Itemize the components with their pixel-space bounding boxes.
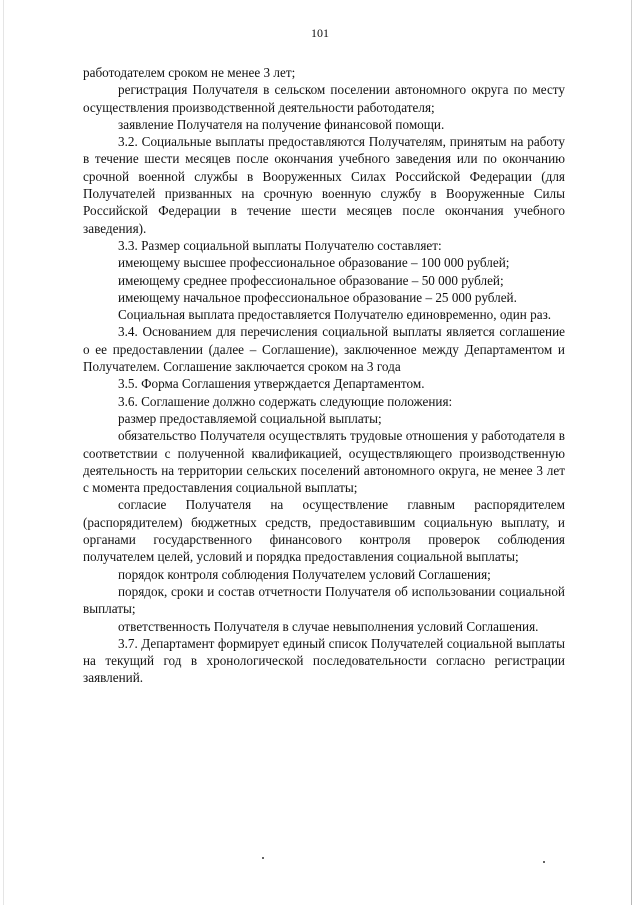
- paragraph: имеющему высшее профессиональное образование – 100 000 рублей;: [118, 255, 510, 271]
- scan-edge-right: [631, 0, 632, 905]
- scan-edge-left: [3, 0, 4, 905]
- paragraph: 3.2. Социальные выплаты предоставляются Получателям, принятым на работу в течение шести месяцев после окончания учебного заведения или по окончанию срочной военной службы в Вооруженных Силах Российской Федерации (для Получателей призванных на срочную военную службу в Вооруженные Силы Российской Федерации в течение шести месяцев после окончания учебного заведения).: [83, 134, 565, 236]
- scan-speck: [543, 861, 545, 863]
- document-body: [83, 64, 565, 687]
- paragraph: 3.4. Основанием для перечисления социальной выплаты является соглашение о ее предоставлении (далее – Соглашение), заключенное между Департаментом и Получателем. Соглашение заключается сроком на 3 года: [83, 324, 565, 375]
- paragraph: заявление Получателя на получение финансовой помощи.: [118, 116, 445, 132]
- paragraph: имеющему начальное профессиональное образование – 25 000 рублей.: [118, 289, 517, 305]
- paragraph: Социальная выплата предоставляется Получателю единовременно, один раз.: [118, 307, 552, 323]
- paragraph: имеющему среднее профессиональное образование – 50 000 рублей;: [118, 272, 504, 288]
- paragraph: согласие Получателя на осуществление главным распорядителем (распорядителем) бюджетных средств, предоставившим социальную выплату, и органами государственного финансового контроля проверок соблюдения получателем целей, условий и порядка предоставления социальной выплаты;: [83, 497, 565, 565]
- paragraph: 3.5. Форма Соглашения утверждается Департаментом.: [118, 376, 425, 392]
- paragraph: обязательство Получателя осуществлять трудовые отношения у работодателя в соответствии с полученной квалификацией, осуществляющего производственную деятельность на территории сельских поселений автономного округа, не менее 3 лет с момента предоставления социальной выплаты;: [83, 428, 565, 496]
- paragraph: ответственность Получателя в случае невыполнения условий Соглашения.: [118, 618, 539, 634]
- paragraph: регистрация Получателя в сельском поселении автономного округа по месту осуществления производственной деятельности работодателя;: [83, 82, 565, 115]
- scan-speck: [262, 857, 264, 859]
- paragraph: порядок контроля соблюдения Получателем условий Соглашения;: [118, 566, 491, 582]
- paragraph: 3.7. Департамент формирует единый список Получателей социальной выплаты на текущий год в хронологической последовательности согласно регистрации заявлений.: [83, 635, 565, 686]
- paragraph: размер предоставляемой социальной выплаты;: [118, 410, 382, 426]
- paragraph: порядок, сроки и состав отчетности Получателя об использовании социальной выплаты;: [83, 583, 565, 617]
- page-number: 101: [311, 26, 329, 40]
- paragraph: работодателем сроком не менее 3 лет;: [83, 65, 296, 80]
- paragraph: 3.6. Соглашение должно содержать следующие положения:: [118, 393, 453, 409]
- paragraph: 3.3. Размер социальной выплаты Получателю составляет:: [118, 237, 442, 253]
